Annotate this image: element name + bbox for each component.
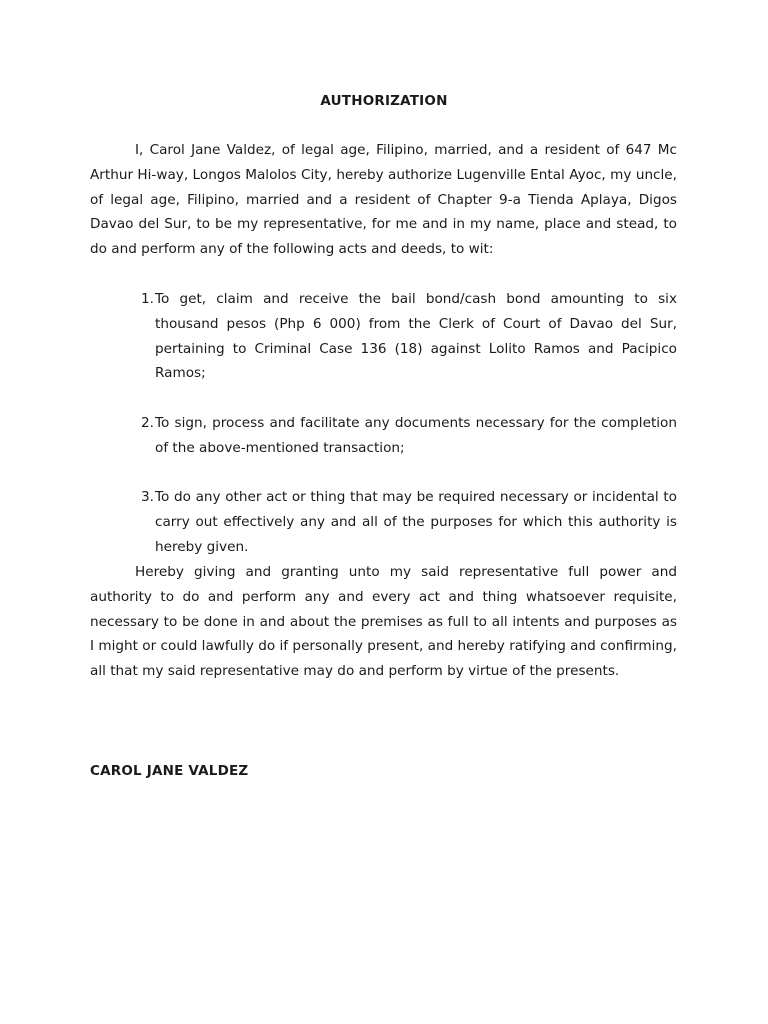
- list-item-number: 2.: [141, 414, 154, 431]
- list-item: [141, 287, 677, 386]
- acts-list: [141, 287, 677, 585]
- intro-paragraph: I, Carol Jane Valdez, of legal age, Filipino, married, and a resident of 647 Mc Arthur Hi-way, Longos Malolos City, hereby authorize Lugenville Ental Ayoc, my uncle, of legal age, Filipino, married and a resident of Chapter 9-a Tienda Aplaya, Digos Davao del Sur, to be my representative, for me and in my name, place and stead, to do and perform any of the following acts and deeds, to wit:: [90, 142, 677, 258]
- list-item-number: 3.: [141, 489, 154, 506]
- list-item: [141, 485, 677, 559]
- grant-paragraph: Hereby giving and granting unto my said representative full power and authority to do and perform any and every act and thing whatsoever requisite, necessary to be done in and about the premises as full to all intents and purposes as I might or could lawfully do if personally present, and hereby ratifying and confirming, all that my said representative may do and perform by virtue of the presents.: [90, 564, 677, 680]
- list-item: [141, 411, 677, 461]
- signature-name: CAROL JANE VALDEZ: [90, 763, 249, 779]
- list-item-text: To do any other act or thing that may be required necessary or incidental to carry out effectively any and all of the purposes for which this authority is hereby given.: [155, 489, 677, 555]
- list-item-number: 1.: [141, 291, 154, 307]
- list-item-text: To get, claim and receive the bail bond/cash bond amounting to six thousand pesos (Php 6 000) from the Clerk of Court of Davao del Sur, pertaining to Criminal Case 136 (18) against Lolito Ramos and Pacipico Ramos;: [155, 291, 677, 382]
- list-item-text: To sign, process and facilitate any documents necessary for the completion of the above-mentioned transaction;: [155, 414, 677, 456]
- document-title: AUTHORIZATION: [320, 93, 448, 109]
